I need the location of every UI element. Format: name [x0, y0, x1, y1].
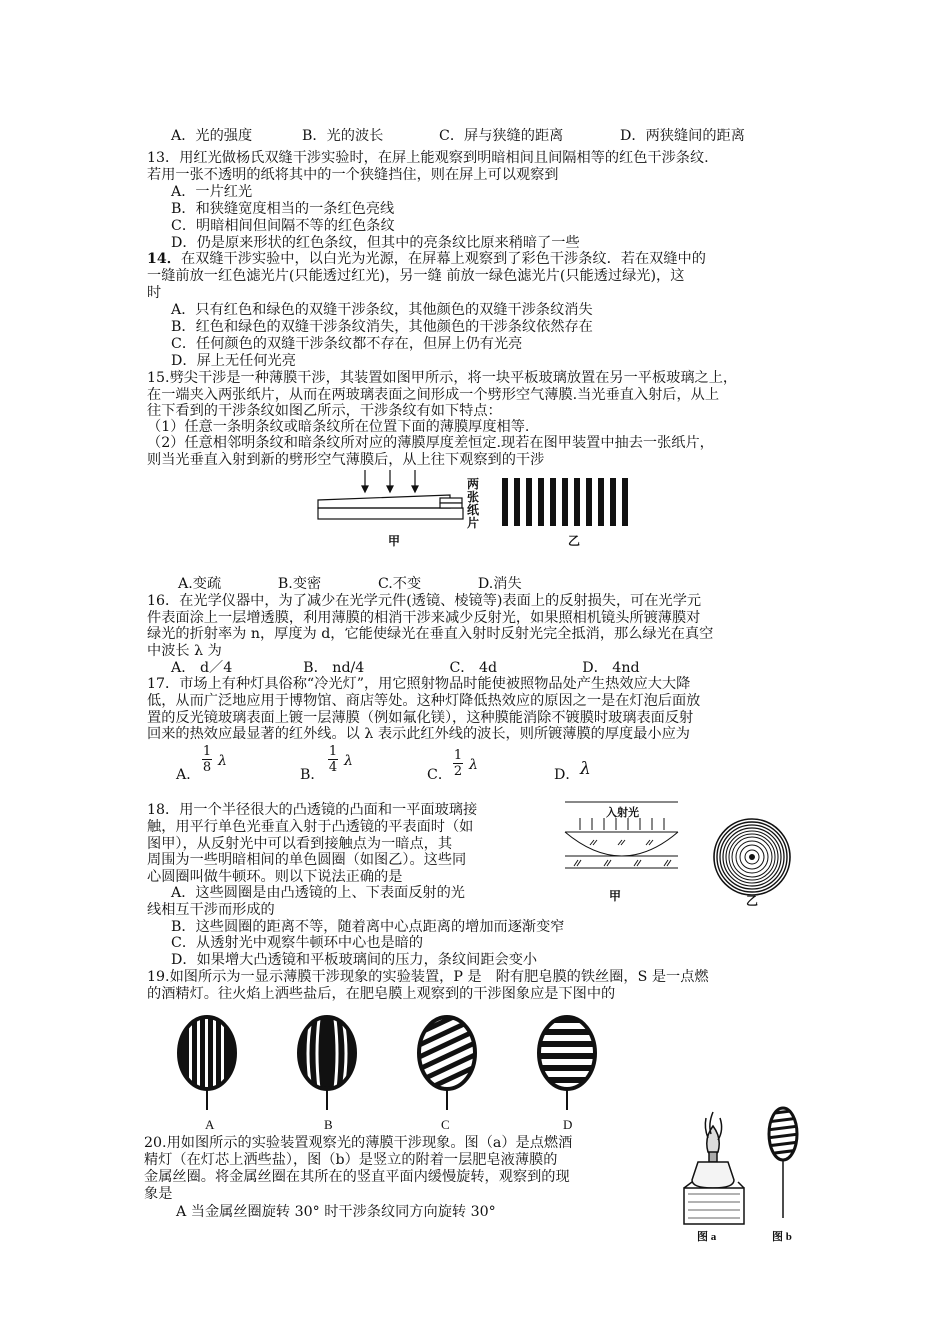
q19-stem-line2: 的酒精灯。往火焰上洒些盐后，在肥皂膜上观察到的干涉图象应是下图中的: [147, 986, 616, 1002]
film-label-a: A: [205, 1117, 215, 1132]
fig-a-caption: 图 a: [697, 1231, 717, 1243]
q14-number: 14．: [147, 251, 181, 267]
q13-option-a: A．一片红光: [171, 184, 253, 200]
fringe-pattern: [502, 478, 638, 526]
q17-option-c-lambda: λ: [469, 757, 478, 773]
q18-stem-line1: 18．用一个半径很大的凸透镜的凸面和一平面玻璃接: [147, 802, 478, 818]
q17-option-a-lambda: λ: [218, 753, 227, 769]
paper-label: 两 张 纸 片: [467, 477, 480, 530]
film-option-b: [299, 1017, 355, 1110]
q17-stem-line4: 回来的热效应最显著的红外线。以 λ 表示此红外线的波长，则所镀薄膜的厚度最小应为: [147, 726, 690, 742]
q14-stem-line1: 在双缝干涉实验中，以白光为光源，在屏幕上观察到了彩色干涉条纹．若在双缝中的: [180, 251, 706, 267]
q17-option-c-label: C．: [427, 767, 453, 783]
fig-caption-yi: 乙: [568, 534, 581, 548]
q17-option-b-lambda: λ: [344, 753, 353, 769]
q16-stem-line3: 绿光的折射率为 n，厚度为 d，它能使绿光在垂直入射时反射光完全抵消，那么绿光在真空: [147, 626, 714, 642]
q14-stem-line2: 一缝前放一红色滤光片(只能透过红光)，另一缝 前放一绿色滤光片(只能透过绿光)，这: [147, 268, 685, 284]
film-label-b: B: [324, 1117, 333, 1132]
q12-option-c: C．屏与狭缝的距离: [439, 128, 564, 144]
q20-option-a: A 当金属丝圈旋转 30° 时干涉条纹同方向旋转 30°: [176, 1204, 496, 1220]
q15-stem-line1: 15.劈尖干涉是一种薄膜干涉，其装置如图甲所示，将一块平板玻璃放置在另一平板玻璃之上，: [147, 370, 738, 386]
q13-option-d: D．仍是原来形状的红色条纹，但其中的亮条纹比原来稍暗了一些: [171, 235, 580, 251]
fig-caption-jia: 甲: [609, 889, 622, 903]
q12-option-d: D．两狭缝间的距离: [620, 128, 745, 144]
q15-stem-line3: 往下看到的干涉条纹如图乙所示，干涉条纹有如下特点：: [147, 403, 502, 419]
q17-option-b-label: B．: [300, 767, 325, 783]
q18-option-a-line1: A．这些圆圈是由凸透镜的上、下表面反射的光: [171, 885, 465, 901]
q17-option-b-fraction: 1 4: [328, 744, 338, 775]
film-option-c: [415, 1005, 479, 1110]
q15-options: A.变疏 B.变密 C.不变 D.消失: [178, 576, 522, 592]
q17-stem-line1: 17．市场上有种灯具俗称“冷光灯”，用它照射物品时能使被照物品处产生热效应大大降: [147, 676, 691, 692]
q12-option-a: A．光的强度: [171, 128, 253, 144]
soap-film-options: [175, 1015, 635, 1110]
q16-stem-line4: 中波长 λ 为: [147, 643, 222, 659]
q16-stem-line1: 16．在光学仪器中，为了减少在光学元件(透镜、棱镜等)表面上的反射损失，可在光学元: [147, 593, 702, 609]
q18-stem-line4: 周围为一些明暗相间的单色圆圈（如图乙）。这些同: [147, 852, 467, 868]
q18-option-b: B．这些圆圈的距离不等，随着离中心点距离的增加而逐渐变窄: [171, 919, 565, 935]
film-label-c: C: [441, 1117, 450, 1132]
newton-rings: [713, 818, 791, 896]
q17-stem-line2: 低，从而广泛地应用于博物馆、商店等处。这种灯降低热效应的原因之一是在灯泡后面放: [147, 693, 701, 709]
q18-option-a-line2: 线相互干涉而形成的: [147, 902, 275, 918]
film-option-a: [179, 1017, 235, 1110]
q16-stem-line2: 件表面涂上一层增透膜，利用薄膜的相消干涉来减少反射光，如果照相机镜头所镀薄膜对: [147, 610, 701, 626]
q20-stem-line1: 20.用如图所示的实验装置观察光的薄膜干涉现象。图（a）是点燃酒: [144, 1135, 573, 1151]
q15-feature-1: （1）任意一条明条纹或暗条纹所在位置下面的薄膜厚度相等.: [147, 419, 530, 435]
q14-option-b: B．红色和绿色的双缝干涉条纹消失，其他颜色的干涉条纹依然存在: [171, 319, 593, 335]
alcohol-lamp-figure: [678, 1108, 748, 1226]
q15-stem-line2: 在一端夹入两张纸片，从而在两玻璃表面之间形成一个劈形空气薄膜.当光垂直入射后，从上: [147, 387, 720, 403]
q15-stem-line6: 则当光垂直入射到新的劈形空气薄膜后，从上往下观察到的干涉: [147, 452, 545, 468]
incident-light-label: 入射光: [606, 806, 639, 819]
q20-stem-line4: 象是: [144, 1186, 173, 1202]
wire-ring-figure: [765, 1100, 801, 1220]
q17-option-c-fraction: 1 2: [453, 748, 463, 779]
q14-option-c: C．任何颜色的双缝干涉条纹都不存在，但屏上仍有光亮: [171, 336, 523, 352]
q13-option-b: B．和狭缝宽度相当的一条红色亮线: [171, 201, 395, 217]
q17-option-a-label: A．: [176, 767, 201, 783]
q17-option-d-label: D．: [554, 767, 580, 783]
q14-option-a: A．只有红色和绿色的双缝干涉条纹，其他颜色的双缝干涉条纹消失: [171, 302, 593, 318]
q18-option-d: D．如果增大凸透镜和平板玻璃间的压力，条纹间距会变小: [171, 952, 538, 968]
q20-stem-line3: 金属丝圈。将金属丝圈在其所在的竖直平面内缓慢旋转，观察到的现: [144, 1169, 570, 1185]
q15-feature-2: （2）任意相邻明条纹和暗条纹所对应的薄膜厚度差恒定.现若在图甲装置中抽去一张纸片，: [147, 435, 714, 451]
q18-stem-line2: 触，用平行单色光垂直入射于凸透镜的平表面时（如: [147, 819, 474, 835]
fig-caption-jia: 甲: [388, 534, 401, 548]
fig-b-caption: 图 b: [772, 1231, 792, 1243]
q13-option-c: C．明暗相间但间隔不等的红色条纹: [171, 218, 395, 234]
q14-stem-line3: 时: [147, 285, 162, 301]
q20-stem-line2: 精灯（在灯芯上洒些盐），图（b）是竖立的附着一层肥皂液薄膜的: [144, 1152, 558, 1168]
q19-stem-line1: 19.如图所示为一显示薄膜干涉现象的实验装置，P 是 附有肥皂膜的铁丝圈，S 是一点燃: [147, 969, 709, 985]
q13-stem-line1: 13．用红光做杨氏双缝干涉实验时，在屏上能观察到明暗相间且间隔相等的红色干涉条纹.: [147, 150, 709, 166]
q17-option-d-lambda: λ: [580, 759, 591, 779]
q18-option-c: C．从透射光中观察牛顿环中心也是暗的: [171, 935, 424, 951]
q12-option-b: B．光的波长: [302, 128, 384, 144]
q17-stem-line3: 置的反光镜玻璃表面上镀一层薄膜（例如氟化镁），这种膜能消除不镀膜时玻璃表面反射: [147, 710, 694, 726]
film-option-d: [537, 1017, 597, 1110]
q18-stem-line3: 图甲），从反射光中可以看到接触点为一暗点，其: [147, 836, 453, 852]
fig-caption-yi: 乙: [746, 894, 759, 908]
q16-options: A． d／4 B． nd/4 C． 4d D． 4nd: [171, 660, 640, 676]
q14-option-d: D．屏上无任何光亮: [171, 353, 296, 369]
q17-option-a-fraction: 1 8: [202, 744, 212, 775]
q18-stem-line5: 心圆圈叫做牛顿环。则以下说法正确的是: [147, 869, 403, 885]
film-label-d: D: [563, 1117, 573, 1132]
q13-stem-line2: 若用一张不透明的纸将其中的一个狭缝挡住，则在屏上可以观察到: [147, 167, 559, 183]
